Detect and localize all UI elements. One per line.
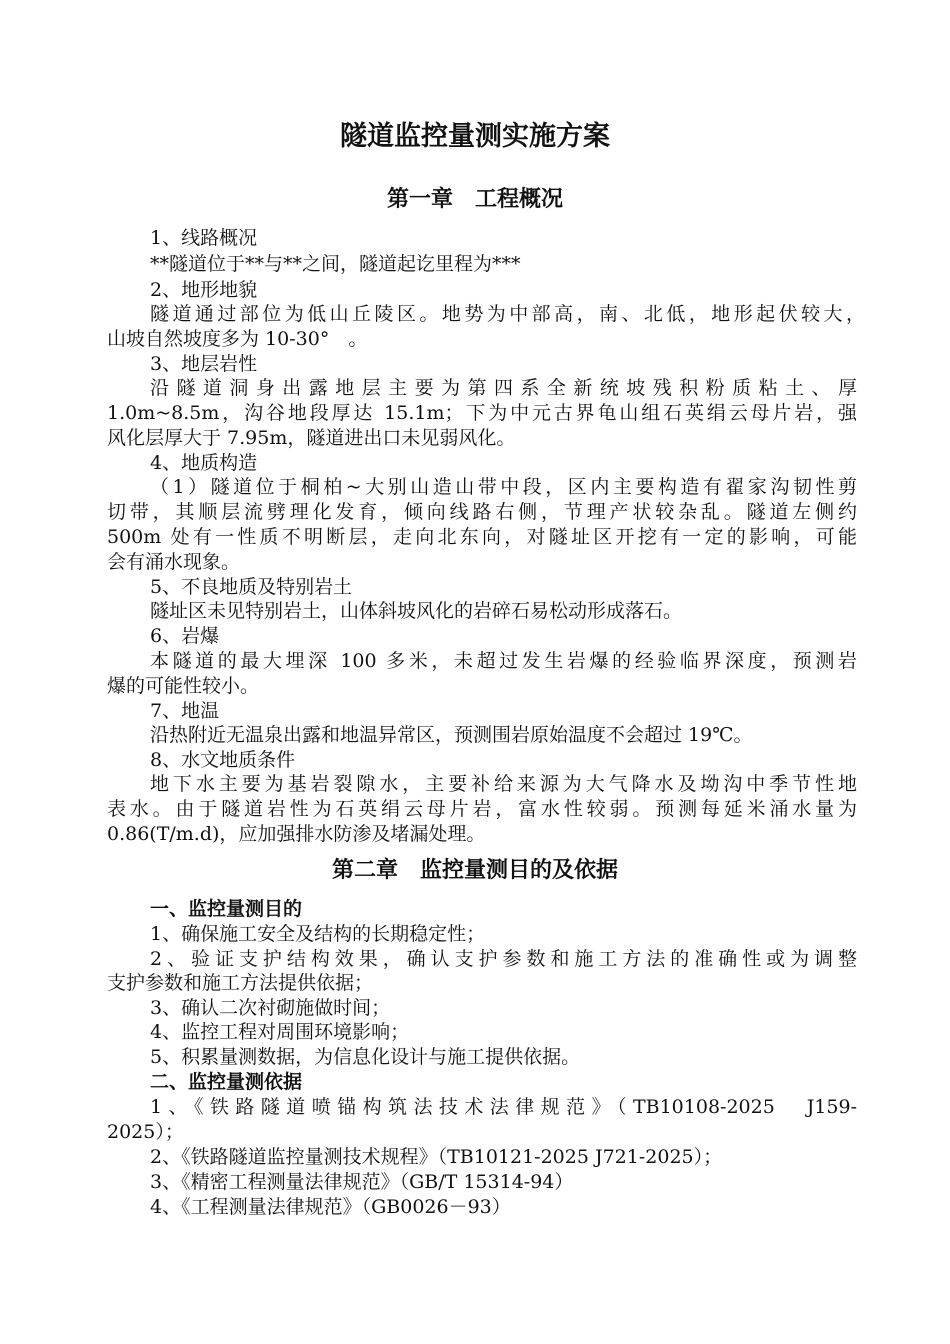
reference-item: 3、《精密工程测量法律规范》（GB/T 15314-94） xyxy=(150,1171,574,1193)
paragraph-line: （1）隧道位于桐柏~大别山造山带中段，区内主要构造有翟家沟韧性剪 xyxy=(150,476,857,498)
paragraph-line: 沿热附近无温泉出露和地温异常区，预测围岩原始温度不会超过 19℃。 xyxy=(150,724,753,746)
document-title: 隧道监控量测实施方案 xyxy=(340,121,610,152)
section-heading: 2、地形地貌 xyxy=(150,279,258,301)
list-item: 2、验证支护结构效果，确认支护参数和施工方法的准确性或为调整 xyxy=(150,948,857,970)
reference-item: 2、《铁路隧道监控量测技术规程》（TB10121-2025 J721-2025）； xyxy=(150,1146,723,1168)
list-item: 4、监控工程对周围环境影响； xyxy=(150,1021,410,1043)
paragraph-line: 500m 处有一性质不明断层，走向北东向，对隧址区开挖有一定的影响，可能 xyxy=(107,526,857,548)
paragraph-line: 爆的可能性较小。 xyxy=(107,675,260,697)
section-heading: 1、线路概况 xyxy=(150,227,258,249)
paragraph-line: 会有涌水现象。 xyxy=(107,551,241,573)
subsection-heading: 二、监控量测依据 xyxy=(150,1071,303,1093)
paragraph-line: 山坡自然坡度多为 10-30° 。 xyxy=(107,328,368,350)
paragraph-line: 0.86(T/m.d)，应加强排水防渗及堵漏处理。 xyxy=(107,823,486,845)
paragraph-line: 切带，其顺层流劈理化发育，倾向线路右侧，节理产状较杂乱。隧道左侧约 xyxy=(107,501,857,523)
paragraph-line: 地下水主要为基岩裂隙水，主要补给来源为大气降水及坳沟中季节性地 xyxy=(150,773,857,795)
list-item: 1、确保施工安全及结构的长期稳定性； xyxy=(150,923,486,945)
chapter-1-heading: 第一章 工程概况 xyxy=(386,187,563,212)
section-heading: 7、地温 xyxy=(150,700,220,722)
paragraph-line: 隧址区未见特别岩土，山体斜坡风化的岩碎石易松动形成落石。 xyxy=(150,600,683,622)
reference-item: 2025）； xyxy=(107,1121,184,1143)
list-item: 支护参数和施工方法提供依据； xyxy=(107,972,374,994)
chapter-2-heading: 第二章 监控量测目的及依据 xyxy=(331,858,618,883)
section-heading: 6、岩爆 xyxy=(150,625,220,647)
paragraph-line: 1.0m~8.5m，沟谷地段厚达 15.1m；下为中元古界龟山组石英绢云母片岩，强 xyxy=(107,402,857,424)
paragraph-line: 风化层厚大于 7.95m，隧道进出口未见弱风化。 xyxy=(107,427,516,449)
reference-item: 4、《工程测量法律规范》（GB0026－93） xyxy=(150,1196,511,1218)
paragraph-line: **隧道位于**与**之间，隧道起讫里程为*** xyxy=(150,253,521,275)
paragraph-line: 本隧道的最大埋深 100 多米，未超过发生岩爆的经验临界深度，预测岩 xyxy=(150,650,857,672)
section-heading: 3、地层岩性 xyxy=(150,353,258,375)
paragraph-line: 沿隧道洞身出露地层主要为第四系全新统坡残积粉质粘土、厚 xyxy=(150,377,857,399)
section-heading: 5、不良地质及特别岩土 xyxy=(150,576,353,598)
section-heading: 8、水文地质条件 xyxy=(150,749,296,771)
section-heading: 4、地质构造 xyxy=(150,452,258,474)
list-item: 5、积累量测数据，为信息化设计与施工提供依据。 xyxy=(150,1046,581,1068)
reference-item: 1、《铁路隧道喷锚构筑法技术法律规范》（TB10108-2025 J159- xyxy=(150,1096,857,1118)
list-item: 3、确认二次衬砌施做时间； xyxy=(150,997,391,1019)
paragraph-line: 隧道通过部位为低山丘陵区。地势为中部高，南、北低，地形起伏较大， xyxy=(150,303,865,325)
subsection-heading: 一、监控量测目的 xyxy=(150,898,303,920)
paragraph-line: 表水。由于隧道岩性为石英绢云母片岩，富水性较弱。预测每延米涌水量为 xyxy=(107,798,857,820)
